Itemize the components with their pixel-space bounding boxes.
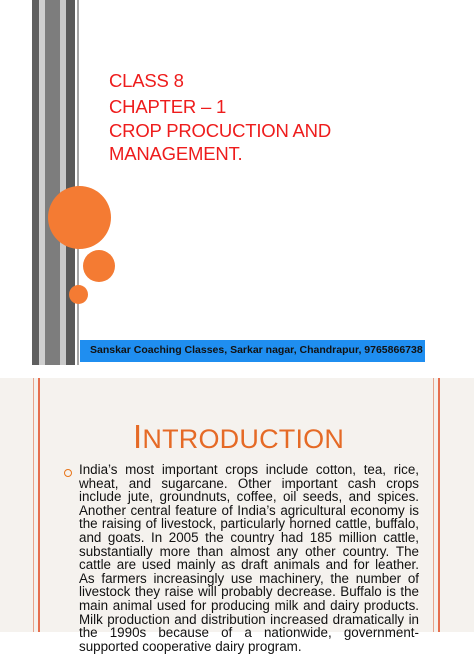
title-line-chapter: CHAPTER – 1 — [109, 96, 227, 117]
stripe-dark — [32, 0, 39, 365]
title-line-topic-cont: MANAGEMENT. — [109, 143, 243, 164]
decorative-circle-large — [48, 186, 111, 249]
stripe-mid — [45, 0, 60, 365]
border-line — [38, 378, 40, 632]
bullet-circle-icon — [64, 469, 72, 477]
intro-paragraph: India’s most important crops include cotton, tea, rice, wheat, and sugarcane. Other important cash crops include jute, groundnuts, coffee, oil seeds, and spices. Another central feature of India’s agricultural economy is the raising of livestock, particularly horned cattle, buffalo, and goats. In 2005 the country had 185 million cattle, substantially more than almost any other country. The cattle are used mainly as draft animals and for leather. As farmers increasingly use machinery, the number of livestock they raise will probably decrease. Buffalo is the main animal used for producing milk and dairy products. Milk production and distribution increased dramatically in the 1990s because of a nationwide, government-supported cooperative dairy program. — [79, 462, 419, 654]
title-line-topic: CROP PROCUCTION AND — [109, 120, 331, 141]
border-line — [33, 378, 34, 632]
title-line-class: CLASS 8 — [109, 70, 184, 91]
stripe-dark — [66, 0, 75, 365]
border-line — [433, 378, 434, 632]
intro-heading — [133, 418, 344, 456]
stripe-thin — [77, 0, 79, 365]
heading-initial: I — [133, 418, 143, 455]
decorative-circle-small — [69, 285, 88, 304]
decorative-circle-medium — [83, 250, 115, 282]
heading-rest: NTRODUCTION — [142, 424, 345, 454]
slide-gap — [0, 365, 474, 378]
footer-text: Sanskar Coaching Classes, Sarkar nagar, Chandrapur, 9765866738 — [90, 344, 423, 356]
border-line — [438, 378, 440, 632]
